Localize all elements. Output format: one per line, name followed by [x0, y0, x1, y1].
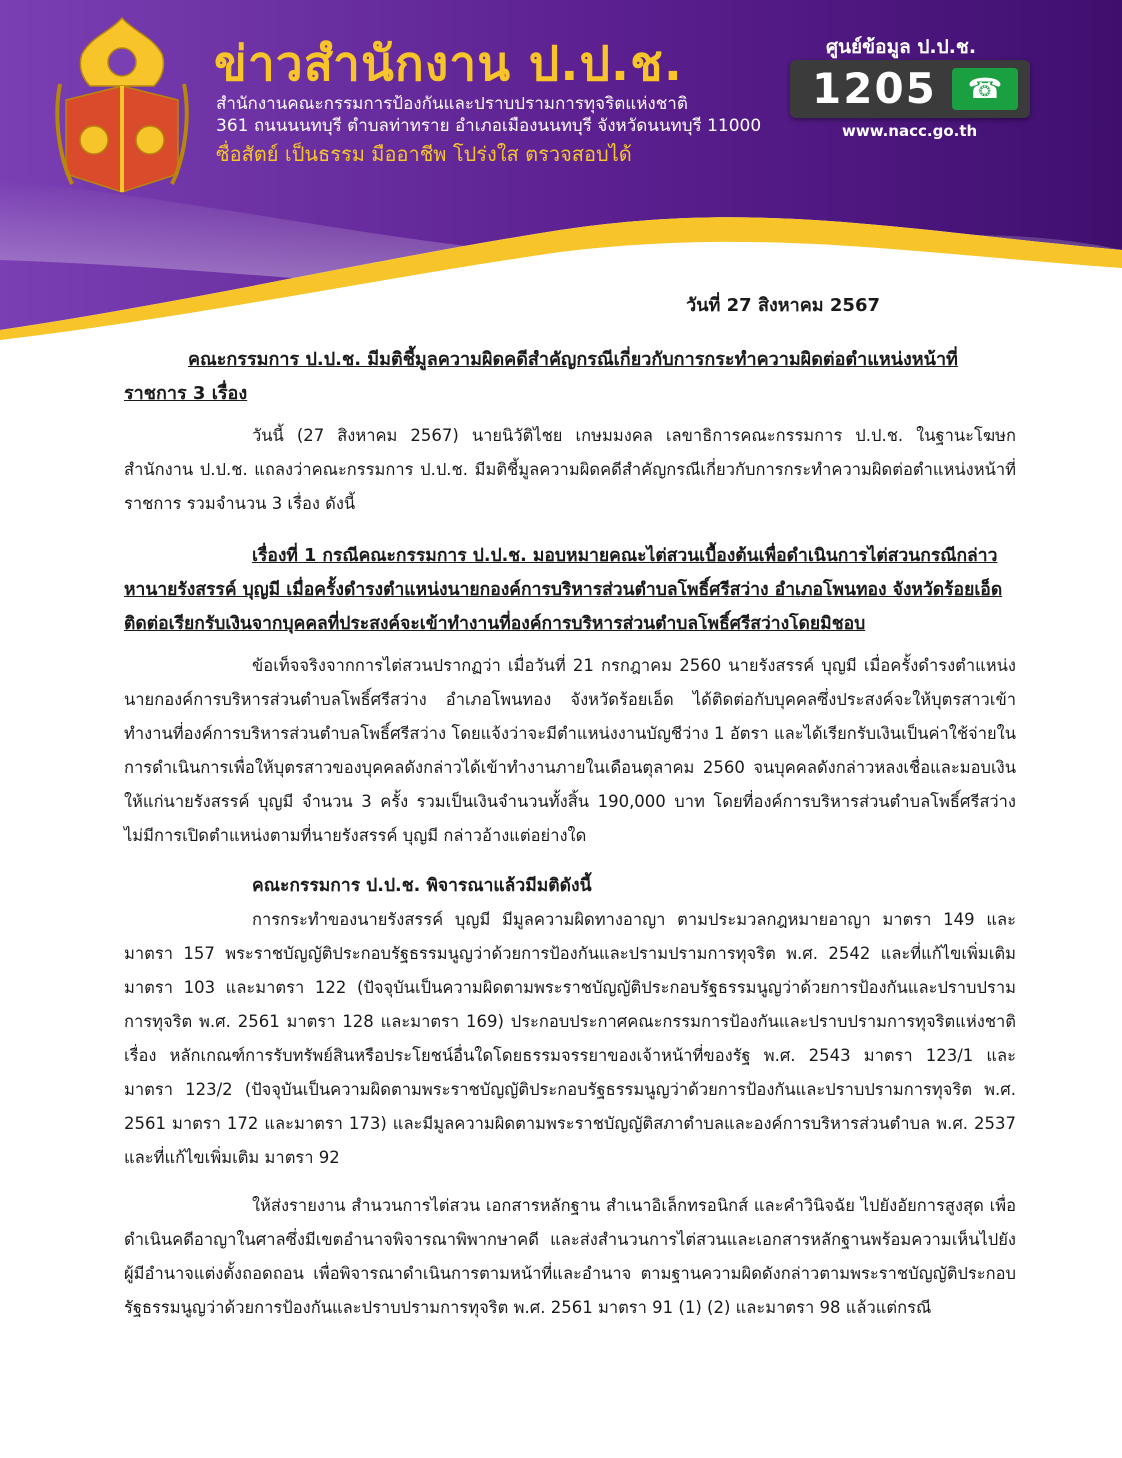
- organization-address: 361 ถนนนนทบุรี ตำบลท่าทราย อำเภอเมืองนนทบุรี จังหวัดนนทบุรี 11000: [216, 116, 762, 136]
- website-url: www.nacc.go.th: [842, 122, 978, 140]
- resolution-heading: คณะกรรมการ ป.ป.ช. พิจารณาแล้วมีมติดังนี้: [252, 876, 592, 896]
- info-center-label: ศูนย์ข้อมูล ป.ป.ช.: [826, 36, 977, 58]
- slogan: ซื่อสัตย์ เป็นธรรม มืออาชีพ โปร่งใส ตรวจสอบได้: [216, 142, 632, 166]
- letterhead: [0, 0, 1122, 340]
- hotline-badge: [790, 60, 1030, 118]
- organization-name: สำนักงานคณะกรรมการป้องกันและปราบปรามการทุจริตแห่งชาติ: [216, 94, 688, 114]
- resolution-paragraph: การกระทำของนายรังสรรค์ บุญมี มีมูลความผิดทางอาญา ตามประมวลกฎหมายอาญา มาตรา 149 และมาตรา 157 พระราชบัญญัติประกอบรัฐธรรมนูญว่าด้วยการป้องกันและปรามปรามการทุจริต พ.ศ. 2542 และที่แก้ไขเพิ่มเติม มาตรา 103 และมาตรา 122 (ปัจจุบันเป็นความผิดตามพระราชบัญญัติประกอบรัฐธรรมนูญว่าด้วยการป้องกันและปราบปรามการทุจริต พ.ศ. 2561 มาตรา 128 และมาตรา 169) ประกอบประกาศคณะกรรมการป้องกันและปราบปรามการทุจริตแห่งชาติ เรื่อง หลักเกณฑ์การรับทรัพย์สินหรือประโยชน์อื่นใดโดยธรรมจรรยาของเจ้าหน้าที่ของรัฐ พ.ศ. 2543 มาตรา 123/1 และมาตรา 123/2 (ปัจจุบันเป็นความผิดตามพระราชบัญญัติประกอบรัฐธรรมนูญว่าด้วยการป้องกันและปราบปรามการทุจริต พ.ศ. 2561 มาตรา 172 และมาตรา 173) และมีมูลความผิดตามพระราชบัญญัติสภาตำบลและองค์การบริหารส่วนตำบล พ.ศ. 2537 และที่แก้ไขเพิ่มเติม มาตรา 92: [124, 910, 1016, 1167]
- release-date: วันที่ 27 สิงหาคม 2567: [686, 295, 880, 316]
- action-paragraph: ให้ส่งรายงาน สำนวนการไต่สวน เอกสารหลักฐาน สำเนาอิเล็กทรอนิกส์ และคำวินิจฉัย ไปยังอัยการสูงสุด เพื่อดำเนินคดีอาญาในศาลซึ่งมีเขตอำนาจพิจารณาพิพากษาคดี และส่งสำนวนการไต่สวนและเอกสารหลักฐานพร้อมความเห็นไปยังผู้มีอำนาจแต่งตั้งถอดถอน เพื่อพิจารณาดำเนินการตามหน้าที่และอำนาจ ตามฐานความผิดดังกล่าวตามพระราชบัญญัติประกอบรัฐธรรมนูญว่าด้วยการป้องกันและปราบปรามการทุจริต พ.ศ. 2561 มาตรา 91 (1) (2) และมาตรา 98 แล้วแต่กรณี: [124, 1196, 1016, 1317]
- phone-icon: ☎: [952, 68, 1018, 110]
- story-1-facts: ข้อเท็จจริงจากการไต่สวนปรากฏว่า เมื่อวันที่ 21 กรกฎาคม 2560 นายรังสรรค์ บุญมี เมื่อครั้งดำรงตำแหน่งนายกองค์การบริหารส่วนตำบลโพธิ์ศรีสว่าง อำเภอโพนทอง จังหวัดร้อยเอ็ด ได้ติดต่อกับบุคคลซึ่งประสงค์จะให้บุตรสาวเข้าทำงานที่องค์การบริหารส่วนตำบลโพธิ์ศรีสว่าง โดยแจ้งว่าจะมีตำแหน่งงานบัญชีว่าง 1 อัตรา และได้เรียกรับเงินเป็นค่าใช้จ่ายในการดำเนินการเพื่อให้บุตรสาวของบุคคลดังกล่าวได้เข้าทำงานภายในเดือนตุลาคม 2560 จนบุคคลดังกล่าวหลงเชื่อและมอบเงินให้แก่นายรังสรรค์ บุญมี จำนวน 3 ครั้ง รวมเป็นเงินจำนวนทั้งสิ้น 190,000 บาท โดยที่องค์การบริหารส่วนตำบลโพธิ์ศรีสว่างไม่มีการเปิดตำแหน่งตามที่นายรังสรรค์ บุญมี กล่าวอ้างแต่อย่างใด: [124, 656, 1016, 845]
- nacc-emblem-icon: [52, 14, 192, 204]
- intro-paragraph: วันนี้ (27 สิงหาคม 2567) นายนิวัติไชย เกษมมงคล เลขาธิการคณะกรรมการ ป.ป.ช. ในฐานะโฆษกสำนักงาน ป.ป.ช. แถลงว่าคณะกรรมการ ป.ป.ช. มีมติชี้มูลความผิดคดีสำคัญกรณีเกี่ยวกับการกระทำความผิดต่อตำแหน่งหน้าที่ราชการ รวมจำนวน 3 เรื่อง ดังนี้: [124, 426, 1016, 513]
- press-release-body: [124, 290, 1016, 1325]
- bulletin-title: ข่าวสำนักงาน ป.ป.ช.: [214, 36, 683, 92]
- story-1-heading: เรื่องที่ 1 กรณีคณะกรรมการ ป.ป.ช. มอบหมายคณะไต่สวนเบื้องต้นเพื่อดำเนินการไต่สวนกรณีกล่าวหานายรังสรรค์ บุญมี เมื่อครั้งดำรงตำแหน่งนายกองค์การบริหารส่วนตำบลโพธิ์ศรีสว่าง อำเภอโพนทอง จังหวัดร้อยเอ็ด ติดต่อเรียกรับเงินจากบุคคลที่ประสงค์จะเข้าทำงานที่องค์การบริหารส่วนตำบลโพธิ์ศรีสว่างโดยมิชอบ: [124, 546, 1003, 634]
- hotline-number: 1205: [812, 64, 937, 113]
- headline: คณะกรรมการ ป.ป.ช. มีมติชี้มูลความผิดคดีสำคัญกรณีเกี่ยวกับการกระทำความผิดต่อตำแหน่งหน้าที่ราชการ 3 เรื่อง: [124, 349, 958, 404]
